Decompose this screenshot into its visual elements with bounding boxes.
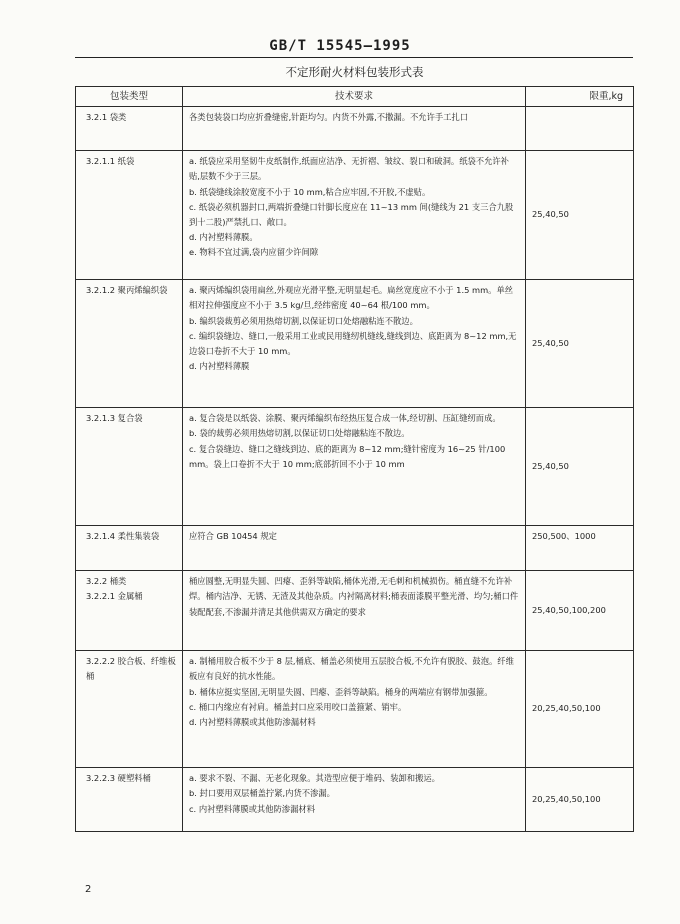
packaging-form-table [75, 60, 634, 832]
requirements-cell [183, 107, 526, 151]
requirement-text: d. 内衬塑料薄膜。 [189, 232, 258, 243]
package-type-cell [76, 280, 183, 408]
table-row [76, 768, 634, 832]
package-type: 3.2.2 桶类 [86, 576, 127, 587]
package-type: 3.2.2.1 金属桶 [86, 591, 143, 602]
table-row [76, 526, 634, 571]
requirement-text: a. 聚丙烯编织袋用扁丝,外观应光滑平整,无明显起毛。扁丝宽度应不小于 1.5 mm。单丝相对拉伸强度应不小于 3.5 kg/旦,经纬密度 40~64 根/100 mm。 [189, 285, 514, 311]
table-title: 不定形耐火材料包装形式表 [76, 60, 634, 87]
package-type-cell [76, 151, 183, 280]
table-row [76, 107, 634, 151]
requirement-text: a. 要求不裂、不漏、无老化现象。其造型应便于堆码、装卸和搬运。 [189, 773, 440, 784]
weight-limit: 25,40,50 [526, 280, 634, 408]
package-type: 3.2.1.4 柔性集装袋 [86, 531, 160, 542]
requirements-cell [183, 151, 526, 280]
weight-limit: 20,25,40,50,100 [526, 768, 634, 832]
column-header-row [76, 87, 634, 107]
requirement-text: c. 复合袋缝边、缝口之缝线到边、底的距离为 8~12 mm;缝针密度为 16~25 针/100 mm。袋上口卷折不大于 10 mm;底部折回不小于 10 mm [189, 443, 506, 469]
table-row [76, 280, 634, 408]
table-row [76, 651, 634, 768]
package-type-cell [76, 768, 183, 832]
standard-number-header: GB/T 15545—1995 [269, 38, 411, 54]
requirement-text: b. 纸袋缝线涂胶宽度不小于 10 mm,粘合应牢固,不开胶,不虚贴。 [189, 186, 431, 197]
requirement-text: d. 内衬塑料薄膜或其他防渗漏材料 [189, 717, 316, 728]
requirement-text: b. 袋的裁剪必须用热熔切割,以保证切口处熔融粘连不散边。 [189, 428, 410, 439]
requirement-text: b. 封口要用双层桶盖拧紧,内货不渗漏。 [189, 788, 335, 799]
requirement-text: a. 制桶用胶合板不少于 8 层,桶底、桶盖必须使用五层胶合板,不允许有脱胶、鼓泡。纤维板应有良好的抗水性能。 [189, 656, 514, 682]
column-header-requirements: 技术要求 [183, 87, 526, 107]
requirement-text: d. 内衬塑料薄膜 [189, 361, 250, 372]
weight-limit: 250,500、1000 [526, 526, 634, 571]
table-row [76, 408, 634, 526]
requirements-cell [183, 280, 526, 408]
page-number: 2 [85, 884, 92, 895]
package-type: 3.2.1.2 聚丙烯编织袋 [86, 285, 168, 296]
package-type-cell [76, 408, 183, 526]
requirements-cell [183, 571, 526, 651]
package-type-cell [76, 107, 183, 151]
requirement-text: c. 纸袋必须机器封口,两端折叠缝口针脚长度应在 11~13 mm 间(缝线为 21 支三合九股到十二股)严禁扎口、敞口。 [189, 201, 514, 228]
requirement-text: b. 桶体应挺实坚固,无明显失圆、凹瘪、歪斜等缺陷。桶身的两端应有钢带加强箍。 [189, 686, 493, 697]
package-type: 3.2.2.3 硬塑料桶 [86, 773, 151, 784]
column-header-type: 包装类型 [76, 87, 183, 107]
requirement-text: b. 编织袋裁剪必须用热熔切割,以保证切口处熔融粘连不散边。 [189, 315, 418, 326]
package-type-cell [76, 526, 183, 571]
table-row [76, 151, 634, 280]
requirement-text: 应符合 GB 10454 规定 [189, 531, 277, 542]
table-title-row [76, 60, 634, 87]
weight-limit: 20,25,40,50,100 [526, 651, 634, 768]
requirement-text: c. 编织袋缝边、缝口,一般采用工业或民用缝纫机缝线,缝线到边、底距离为 8~12 mm,无边袋口卷折不大于 10 mm。 [189, 330, 517, 357]
weight-limit [526, 107, 634, 151]
package-type-cell [76, 651, 183, 768]
package-type-cell [76, 571, 183, 651]
requirements-cell [183, 651, 526, 768]
requirement-text: a. 纸袋应采用坚韧牛皮纸制作,纸面应洁净、无折褶、皱纹、裂口和破洞。纸袋不允许补贴,层数不少于三层。 [189, 156, 509, 182]
package-type: 3.2.1.3 复合袋 [86, 413, 143, 424]
requirement-text: 桶应圆整,无明显失圆、凹瘪、歪斜等缺陷,桶体光滑,无毛刺和机械损伤。桶直缝不允许补焊。桶内洁净、无锈、无渣及其他杂质。内衬隔离材料;桶表面漆膜平整光滑、均匀;桶口件装配配套,不渗漏并清足其他供需双方确定的要求 [189, 576, 519, 617]
table-row [76, 571, 634, 651]
requirements-cell [183, 526, 526, 571]
weight-limit: 25,40,50,100,200 [526, 571, 634, 651]
requirements-cell [183, 768, 526, 832]
package-type: 3.2.2.2 胶合板、纤维板桶 [86, 656, 176, 682]
package-type: 3.2.1 袋类 [86, 112, 127, 123]
requirement-text: 各类包装袋口均应折叠缝密,针距均匀。内货不外露,不撒漏。不允许手工扎口 [189, 112, 469, 123]
package-type: 3.2.1.1 纸袋 [86, 156, 135, 167]
weight-limit: 25,40,50 [526, 151, 634, 280]
weight-limit: 25,40,50 [526, 408, 634, 526]
header-rule [75, 57, 633, 58]
requirement-text: e. 物料不宜过满,袋内应留少许间隙 [189, 247, 319, 258]
requirements-cell [183, 408, 526, 526]
requirement-text: a. 复合袋是以纸袋、涂膜、聚丙烯编织布经热压复合成一体,经切割、压缸缝纫而成。 [189, 413, 501, 424]
requirement-text: c. 内衬塑料薄膜或其他防渗漏材料 [189, 803, 315, 814]
column-header-limit: 限重,kg [526, 87, 634, 107]
requirement-text: c. 桶口内缘应有衬肩。桶盖封口应采用咬口盖箍紧、销牢。 [189, 701, 407, 712]
